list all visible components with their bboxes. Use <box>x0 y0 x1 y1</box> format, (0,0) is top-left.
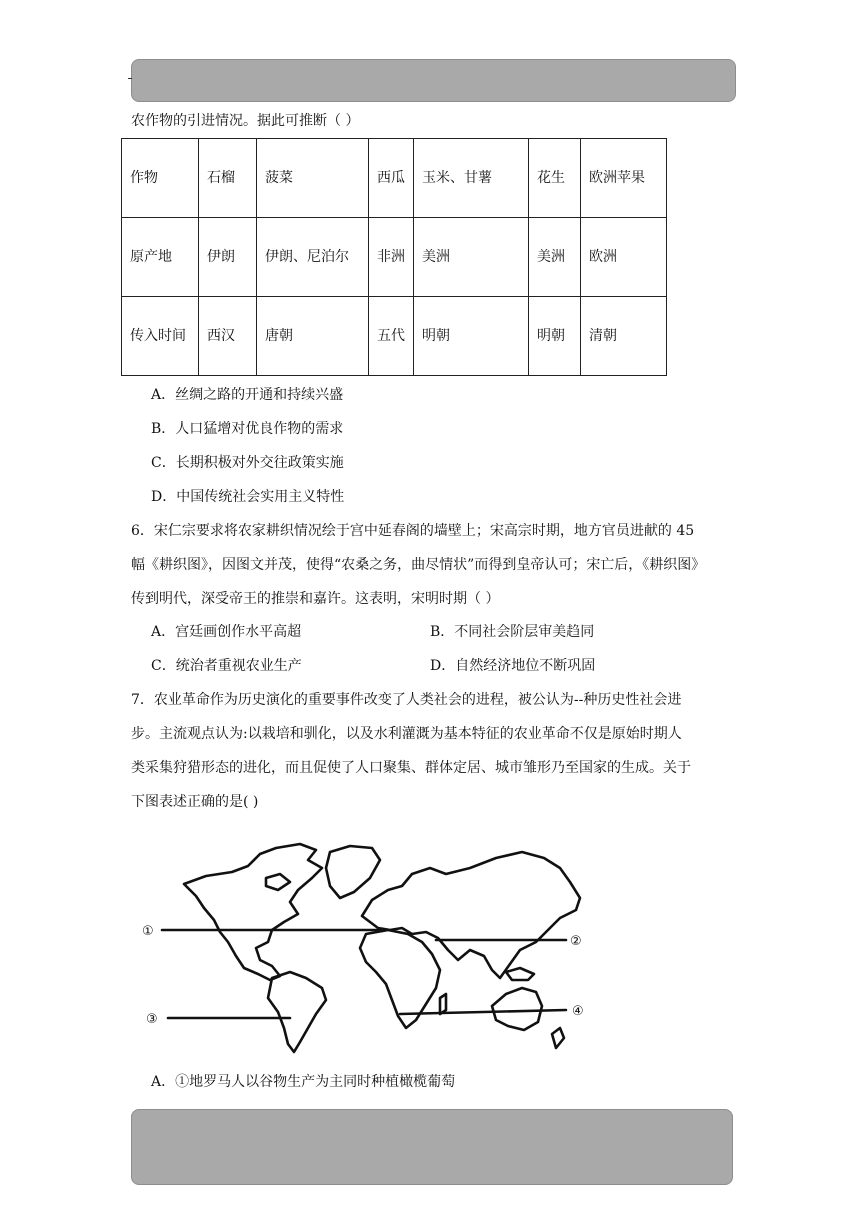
table-cell: 唐朝 <box>257 297 369 376</box>
q6-option-a: A．宫廷画创作水平高超 <box>151 624 302 640</box>
crop-introduction-table <box>121 138 667 376</box>
q6-option-c: C．统治者重视农业生产 <box>151 658 302 674</box>
map-label-4: ④ <box>572 1004 584 1019</box>
table-cell: 明朝 <box>529 297 581 376</box>
island-outline <box>266 874 290 890</box>
q5-option-b: B．人口猛增对优良作物的需求 <box>151 421 344 437</box>
table-cell: 花生 <box>529 139 581 218</box>
q5-option-d: D．中国传统社会实用主义特性 <box>151 489 345 505</box>
q6-option-b: B．不同社会阶层审美趋同 <box>430 624 595 640</box>
greenland-outline <box>326 846 380 898</box>
eurasia-outline <box>362 852 580 978</box>
map-label-1: ① <box>142 924 154 939</box>
q5-intro-text: 农作物的引进情况。据此可推断（ ） <box>131 113 360 129</box>
table-cell: 西汉 <box>199 297 257 376</box>
table-cell: 明朝 <box>414 297 529 376</box>
q6-stem-line: 6．宋仁宗要求将农家耕织情况绘于宫中延春阁的墙壁上；宋高宗时期，地方官员进献的 45 <box>131 523 695 539</box>
footer-redaction-bar <box>131 1109 733 1185</box>
q7-stem-line: 步。主流观点认为:以栽培和驯化，以及水利灌溉为基本特征的农业革命不仅是原始时期人 <box>131 726 682 742</box>
table-cell: 欧洲苹果 <box>581 139 667 218</box>
table-cell: 传入时间 <box>122 297 199 376</box>
q5-option-a: A．丝绸之路的开通和持续兴盛 <box>151 387 344 403</box>
new-zealand-outline <box>552 1028 564 1048</box>
table-row <box>122 139 667 218</box>
header-redaction-bar <box>131 59 736 102</box>
map-label-2: ② <box>570 934 582 949</box>
australia-outline <box>492 988 542 1030</box>
world-map-figure <box>140 838 600 1056</box>
table-cell: 伊朗、尼泊尔 <box>257 218 369 297</box>
madagascar-outline <box>440 994 446 1014</box>
table-cell: 非洲 <box>369 218 414 297</box>
q5-option-c: C．长期积极对外交往政策实施 <box>151 455 344 471</box>
margin-tick <box>128 78 132 79</box>
south-america-outline <box>268 972 326 1052</box>
table-cell: 美洲 <box>529 218 581 297</box>
sea-islands-outline <box>506 968 534 980</box>
q6-stem-line: 传到明代，深受帝王的推崇和嘉许。这表明，宋明时期（ ） <box>131 591 500 607</box>
table-cell: 清朝 <box>581 297 667 376</box>
q7-stem-line: 下图表述正确的是( ) <box>131 794 259 810</box>
table-row <box>122 218 667 297</box>
q7-option-a: A．①地罗马人以谷物生产为主同时种植橄榄葡萄 <box>151 1074 456 1090</box>
table-cell: 美洲 <box>414 218 529 297</box>
table-cell: 原产地 <box>122 218 199 297</box>
north-america-outline <box>184 844 322 980</box>
table-cell: 西瓜 <box>369 139 414 218</box>
table-cell: 五代 <box>369 297 414 376</box>
table-row <box>122 297 667 376</box>
q7-stem-line: 7．农业革命作为历史演化的重要事件改变了人类社会的进程，被公认为--种历史性社会进 <box>131 692 682 708</box>
world-map-svg <box>140 838 600 1056</box>
q7-stem-line: 类采集狩猎形态的进化，而且促使了人口聚集、群体定居、城市雏形乃至国家的生成。关于 <box>131 760 691 776</box>
map-label-3: ③ <box>146 1012 158 1027</box>
q6-stem-line: 幅《耕织图》，因图文并茂，使得“农桑之务，曲尽情状”而得到皇帝认可；宋亡后，《耕织图》 <box>131 557 706 573</box>
table-cell: 玉米、甘薯 <box>414 139 529 218</box>
table-cell: 石榴 <box>199 139 257 218</box>
table-cell: 伊朗 <box>199 218 257 297</box>
table-cell: 作物 <box>122 139 199 218</box>
q6-option-d: D．自然经济地位不断巩固 <box>430 658 596 674</box>
table-cell: 菠菜 <box>257 139 369 218</box>
table-cell: 欧洲 <box>581 218 667 297</box>
